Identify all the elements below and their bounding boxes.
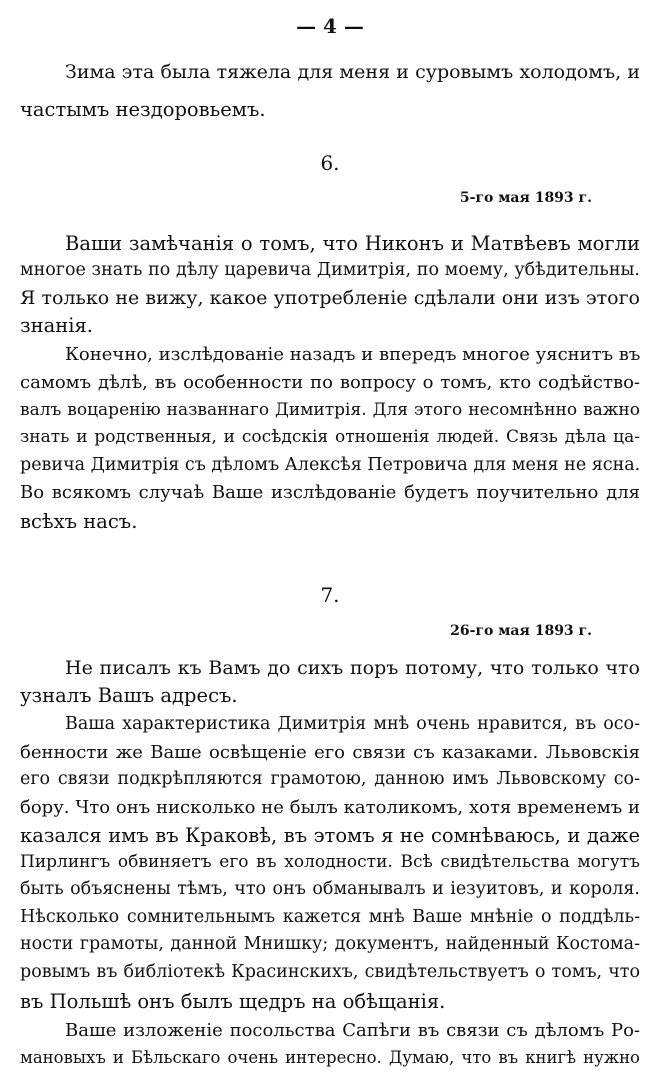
text-line: знанія. — [20, 314, 93, 337]
page-number: — 4 — — [296, 14, 364, 38]
text-line: въ Польшѣ онъ былъ щедръ на обѣщанія. — [20, 990, 446, 1013]
text-line: узналъ Вашъ адресъ. — [20, 684, 238, 707]
text-line: Во всякомъ случаѣ Ваше изслѣдованіе будетъ поучительно для — [20, 482, 640, 503]
text-line: Ваша характеристика Димитрія мнѣ очень нравится, въ осо- — [65, 714, 640, 734]
text-line: валъ воцаренію названнаго Димитрія. Для этого несомнѣнно важно — [20, 400, 640, 420]
text-line: бору. Что онъ нисколько не былъ католикомъ, хотя временемъ и — [20, 797, 640, 818]
text-line: частымъ нездоровьемъ. — [20, 98, 266, 121]
text-line: самомъ дѣлѣ, въ особенности по вопросу о томъ, кто содѣйство- — [20, 372, 640, 393]
text-line: Я только не вижу, какое употребленіе сдѣлали они изъ этого — [20, 287, 640, 309]
text-line: знать и родственныя, и сосѣдскія отношенія людей. Связь дѣла ца- — [20, 427, 640, 447]
text-line: бенности же Ваше освѣщеніе его связи съ казаками. Львовскія — [20, 742, 640, 763]
text-line: быть объяснены тѣмъ, что онъ обманывалъ и іезуитовъ, и короля. — [20, 879, 640, 899]
text-line: Зима эта была тяжела для меня и суровымъ холодомъ, и — [65, 61, 640, 83]
text-line: ровымъ въ библіотекѣ Красинскихъ, свидѣтельствуетъ о томъ, что — [20, 962, 640, 982]
letter-6-date: 5-го мая 1893 г. — [459, 190, 592, 206]
text-line: Пирлингъ обвиняетъ его въ холодности. Всѣ свидѣтельства могутъ — [20, 852, 640, 872]
text-line: Ваши замѣчанія о томъ, что Никонъ и Матвѣевъ могли — [65, 232, 640, 255]
text-line: Конечно, изслѣдованіе назадъ и впередъ многое уяснитъ въ — [65, 344, 641, 365]
text-line: его связи подкрѣпляются грамотою, данною имъ Львовскому со- — [20, 769, 640, 789]
text-line: казался имъ въ Краковѣ, въ этомъ я не сомнѣваюсь, и даже — [20, 824, 640, 847]
text-line: мановыхъ и Бѣльскаго очень интересно. Думаю, что въ книгѣ нужно — [20, 1048, 640, 1067]
text-line: многое знать по дѣлу царевича Димитрія, по моему, убѣдительны. — [20, 260, 640, 280]
letter-6-number: 6. — [320, 151, 340, 175]
letter-7-number: 7. — [320, 583, 340, 607]
letter-7-date: 26-го мая 1893 г. — [450, 623, 592, 639]
text-line: Ваше изложеніе посольства Сапѣги въ связи съ дѣломъ Ро- — [65, 1020, 640, 1041]
text-line: всѣхъ насъ. — [20, 510, 138, 533]
text-line: ревича Димитрія съ дѣломъ Алексѣя Петровича для меня не ясна. — [20, 455, 641, 475]
text-line: Не писалъ къ Вамъ до сихъ поръ потому, что только что — [65, 657, 640, 679]
text-line: ности грамоты, данной Мнишку; документъ, найденный Костома- — [20, 934, 640, 954]
text-line: Нѣсколько сомнительнымъ кажется мнѣ Ваше мнѣніе о поддѣль- — [20, 907, 640, 927]
